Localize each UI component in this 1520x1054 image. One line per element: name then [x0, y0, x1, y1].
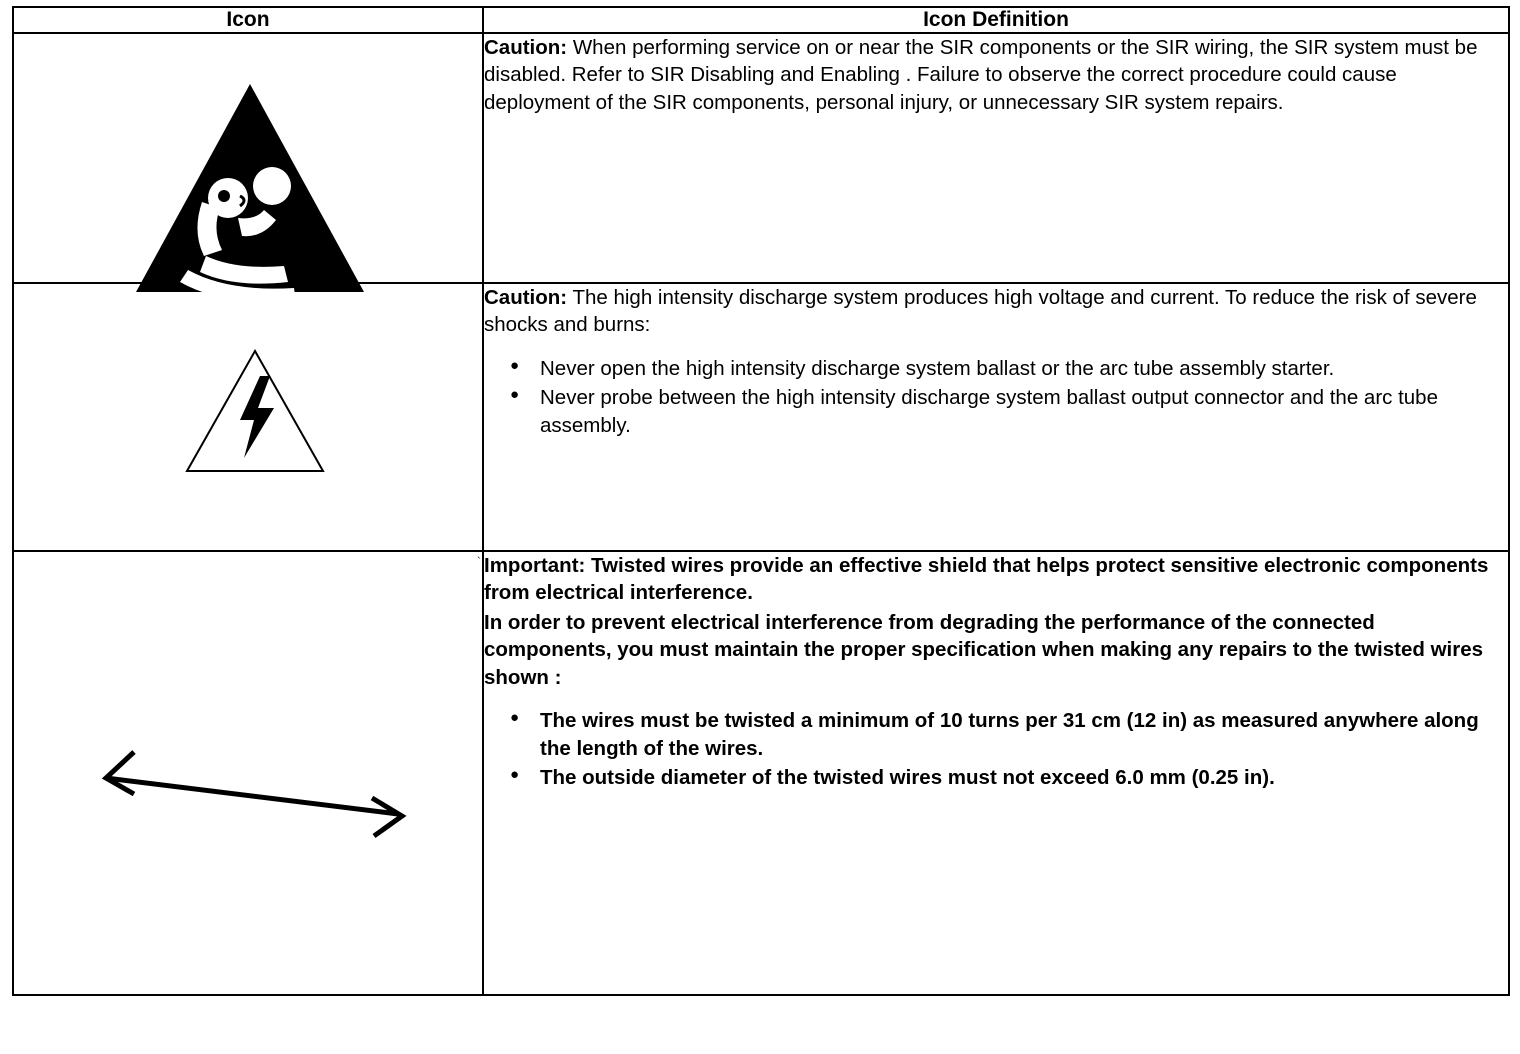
definition-bullet-list: [484, 707, 1508, 791]
definition-lead-label: Important:: [484, 554, 586, 577]
list-item: ● Never probe between the high intensity discharge system ballast output connector and the arc tube assembly.: [510, 384, 1508, 439]
definition-body-text: When performing service on or near the SIR components or the SIR wiring, the SIR system must be disabled. Refer to SIR Disabling and Enabling . Failure to observe the correct procedure could cause deployment of the SIR components, personal injury, or unnecessary SIR system repairs.: [484, 36, 1478, 114]
definition-paragraph-secondary: In order to prevent electrical interference from degrading the performance of the connected components, you must maintain the proper specification when making any repairs to the twisted wires shown :: [484, 610, 1484, 689]
definition-body-text: The high intensity discharge system produces high voltage and current. To reduce the risk of severe shocks and burns:: [484, 286, 1477, 337]
definition-cell-sir: [483, 33, 1509, 283]
list-item: ● The wires must be twisted a minimum of 10 turns per 31 cm (12 in) as measured anywhere along the length of the wires.: [510, 707, 1508, 762]
sir-airbag-caution-icon: [132, 80, 368, 296]
definition-lead-label: Caution:: [484, 286, 568, 309]
list-item: ● Never open the high intensity discharge system ballast or the arc tube assembly starter.: [510, 355, 1508, 382]
icon-cell-hid: [13, 283, 483, 551]
definition-cell-hid: [483, 283, 1509, 551]
column-header-icon: Icon: [13, 7, 483, 33]
icon-definition-table: [12, 6, 1510, 996]
table-row: [13, 33, 1509, 283]
icon-cell-twisted-wires: [13, 551, 483, 995]
table-header-row: [13, 7, 1509, 33]
definition-paragraph: [484, 284, 1508, 339]
definition-body-text: Twisted wires provide an effective shield that helps protect sensitive electronic components from electrical interference.: [484, 554, 1489, 605]
definition-paragraph: [484, 34, 1508, 116]
definition-bullet-list: [484, 355, 1508, 439]
table-row: [13, 551, 1509, 995]
twisted-wires-icon: [86, 738, 426, 848]
high-voltage-caution-icon: [182, 346, 328, 476]
stray-tick-mark: `: [477, 556, 481, 568]
icon-cell-sir: [13, 33, 483, 283]
table-row: [13, 283, 1509, 551]
definition-cell-twisted-wires: [483, 551, 1509, 995]
definition-lead-label: Caution:: [484, 36, 568, 59]
definition-paragraph: [484, 552, 1508, 607]
column-header-icon-definition: Icon Definition: [483, 7, 1509, 33]
list-item: ● The outside diameter of the twisted wires must not exceed 6.0 mm (0.25 in).: [510, 764, 1508, 791]
